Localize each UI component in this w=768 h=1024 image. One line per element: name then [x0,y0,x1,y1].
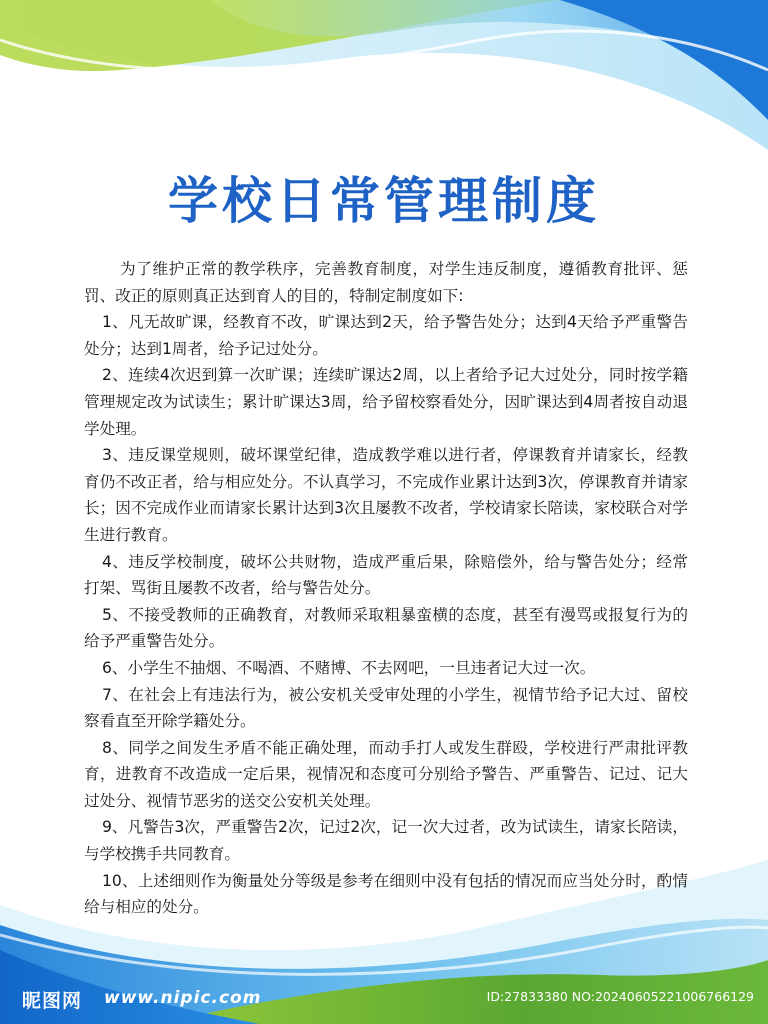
rule-item: 10、上述细则作为衡量处分等级是参考在细则中没有包括的情况而应当处分时，酌情给与相应的处分。 [84,871,688,917]
watermark-image-id: ID:27833380 NO:20240605221006766129 [486,989,754,1004]
page-title: 学校日常管理制度 [168,172,600,230]
rule-item: 4、违反学校制度，破坏公共财物，造成严重后果，除赔偿外，给与警告处分；经常打架、骂街且屡教不改者，给与警告处分。 [84,552,688,598]
rule-item: 1、凡无故旷课，经教育不改，旷课达到2天，给予警告处分；达到4天给予严重警告处分；达到1周者，给予记过处分。 [84,313,688,358]
intro-paragraph: 为了维护正常的教学秩序，完善教育制度，对学生违反制度，遵循教育批评、惩罚、改正的原则真正达到育人的目的，特制定制度如下: [84,260,688,305]
watermark-site: www.nipic.com [104,988,262,1008]
rule-item: 3、违反课堂规则，破坏课堂纪律，造成教学难以进行者，停课教育并请家长，经教育仍不改正者，给与相应处分。不认真学习，不完成作业累计达到3次，停课教育并请家长；因不完成作业而请家长累计达到3次且屡教不改者，学校请家长陪读，家校联合对学生进行教育。 [84,446,688,544]
watermark-brand: 昵图网 [22,990,83,1012]
rule-item: 2、连续4次迟到算一次旷课；连续旷课达2周，以上者给予记大过处分，同时按学籍管理规定改为试读生；累计旷课达3周，给予留校察看处分，因旷课达到4周者按自动退学处理。 [84,366,688,438]
rule-item: 5、不接受教师的正确教育，对教师采取粗暴蛮横的态度，甚至有漫骂或报复行为的给予严重警告处分。 [84,605,688,651]
rule-item: 9、凡警告3次，严重警告2次，记过2次，记一次大过者，改为试读生，请家长陪读，与学校携手共同教育。 [84,818,688,864]
rule-item: 7、在社会上有违法行为，被公安机关受审处理的小学生，视情节给予记大过、留校察看直至开除学籍处分。 [84,685,688,731]
rule-item: 6、小学生不抽烟、不喝酒、不赌博、不去网吧，一旦违者记大过一次。 [102,658,596,677]
rule-item: 8、同学之间发生矛盾不能正确处理，而动手打人或发生群殴，学校进行严肃批评教育，进教育不改造成一定后果，视情况和态度可分别给予警告、严重警告、记过、记大过处分、视情节恶劣的送交公安机关处理。 [84,738,688,810]
watermark-bar [0,980,768,1014]
rules-content [84,256,688,921]
